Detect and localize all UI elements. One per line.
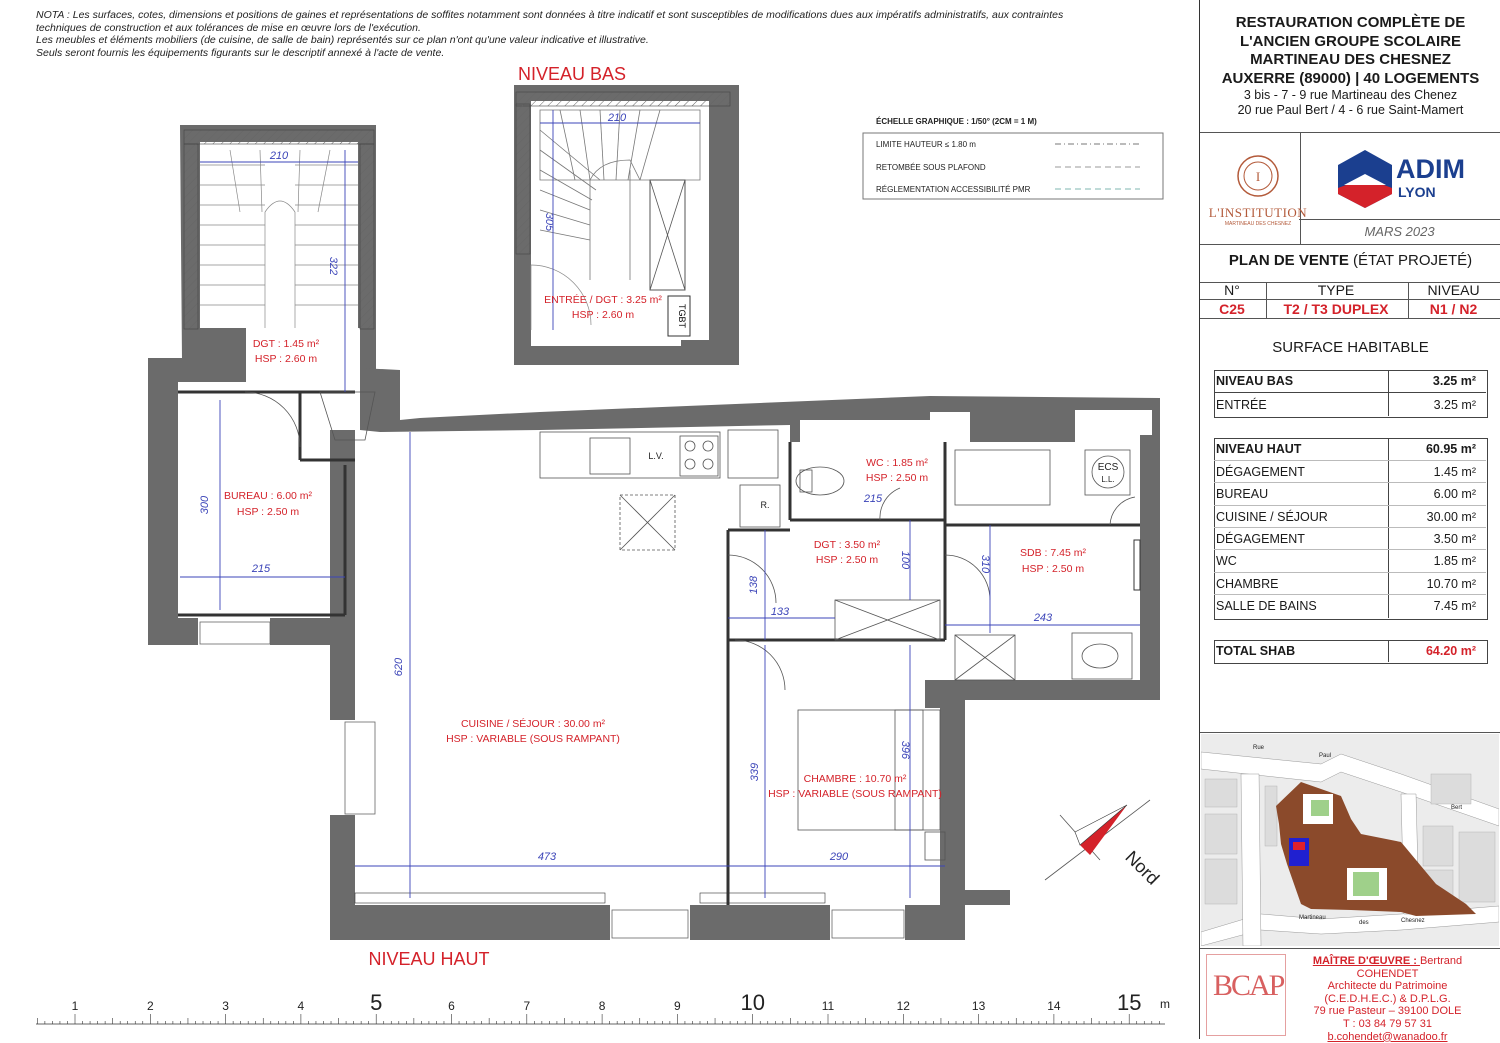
legend-title: ÉCHELLE GRAPHIQUE : 1/50° (2CM = 1 M) <box>876 117 1037 126</box>
legend-box <box>863 117 1163 199</box>
surface-value: 3.25 m² <box>1433 398 1476 412</box>
adim-hexagon-icon <box>1334 148 1396 210</box>
surface-label: NIVEAU BAS <box>1216 374 1294 388</box>
svg-text:I: I <box>1255 169 1261 184</box>
architect-line: Architecte du Patrimoine <box>1327 980 1448 993</box>
institution-logo <box>1203 150 1313 230</box>
surface-value: 10.70 m² <box>1426 577 1476 591</box>
legend-item: RÉGLEMENTATION ACCESSIBILITÉ PMR <box>876 185 1031 194</box>
surface-value: 7.45 m² <box>1433 599 1476 613</box>
scale-tick-label: 4 <box>297 999 305 1013</box>
dim-339: 339 <box>749 762 761 782</box>
surface-haut-row <box>1214 438 1486 460</box>
surface-row <box>1214 573 1486 595</box>
level-bas-title: NIVEAU BAS <box>517 64 627 84</box>
scale-tick-label: 10 <box>740 990 765 1015</box>
surface-label: CHAMBRE <box>1216 577 1279 591</box>
location-map <box>1201 734 1499 946</box>
address-line: 3 bis - 7 - 9 rue Martineau des Chenez <box>1243 88 1458 102</box>
room-bureau-hsp: HSP : 2.50 m <box>236 506 300 518</box>
r-label: R. <box>760 500 770 510</box>
dim-396: 396 <box>899 740 911 760</box>
nota-line: Les meubles et éléments mobiliers (de cuisine, de salle de bain) représentés sur ce plan n'ont qu'une valeur indicative et illustrative. <box>36 34 649 46</box>
scale-bar <box>36 990 1170 1024</box>
map-label: Martineau <box>1299 915 1326 921</box>
surface-value: 3.25 m² <box>1432 374 1476 388</box>
room-sdb-hsp: HSP : 2.50 m <box>1021 563 1085 575</box>
project-title-line: MARTINEAU DES CHESNEZ <box>1250 51 1451 68</box>
room-chambre-hsp: HSP : VARIABLE (SOUS RAMPANT) <box>768 788 942 800</box>
bcap-logo <box>1206 954 1286 1036</box>
surface-label: CUISINE / SÉJOUR <box>1216 510 1328 524</box>
legend-item: RETOMBÉE SOUS PLAFOND <box>876 163 986 172</box>
plan-date: MARS 2023 <box>1364 224 1435 239</box>
room-wc-hsp: HSP : 2.50 m <box>865 472 929 484</box>
map-label: des <box>1359 920 1369 926</box>
room-wc-name: WC : 1.85 m² <box>866 457 928 469</box>
ll-label: L.L. <box>1101 475 1115 484</box>
legend-item: LIMITE HAUTEUR ≤ 1.80 m <box>876 140 976 149</box>
room-cuisine-name: CUISINE / SÉJOUR : 30.00 m² <box>460 718 606 730</box>
scale-tick-label: 9 <box>674 999 681 1013</box>
surface-label: DÉGAGEMENT <box>1216 532 1305 546</box>
project-title <box>1200 14 1500 88</box>
adim-logo-sub: LYON <box>1398 184 1436 200</box>
project-address <box>1200 88 1500 118</box>
room-sdb-name: SDB : 7.45 m² <box>1020 547 1086 559</box>
dim-300: 300 <box>199 495 211 515</box>
scale-tick-label: 1 <box>71 999 79 1013</box>
scale-tick-label: 2 <box>146 999 154 1013</box>
lv-label: L.V. <box>648 451 664 461</box>
dim-310: 310 <box>979 554 991 574</box>
surface-value: 1.45 m² <box>1433 465 1476 479</box>
architect-email[interactable]: b.cohendet@wanadoo.fr <box>1327 1030 1448 1043</box>
scale-tick-label: 12 <box>896 999 910 1013</box>
surface-row <box>1214 595 1486 617</box>
header-numero: N° <box>1224 282 1240 298</box>
scale-tick-label: 14 <box>1047 999 1061 1013</box>
scale-tick-label: 7 <box>523 999 531 1013</box>
surface-row <box>1214 550 1486 572</box>
sale-plan-title-rest: (ÉTAT PROJETÉ) <box>1348 252 1473 269</box>
project-title-line: L'ANCIEN GROUPE SCOLAIRE <box>1239 32 1462 50</box>
surface-total-row <box>1214 640 1486 662</box>
map-label: Rue <box>1253 745 1265 751</box>
institution-logo-sub: MARTINEAU DES CHESNEZ <box>1224 221 1292 227</box>
map-label: Bert <box>1451 805 1463 811</box>
project-title-line: RESTAURATION COMPLÈTE DE <box>1235 14 1466 31</box>
surface-label: DÉGAGEMENT <box>1216 465 1305 479</box>
room-cuisine-hsp: HSP : VARIABLE (SOUS RAMPANT) <box>446 733 620 745</box>
room-bureau-name: BUREAU : 6.00 m² <box>223 490 313 502</box>
nota-line: Seuls seront fournis les équipements figurants sur le descriptif annexé à l'acte de vente. <box>36 46 445 59</box>
tgbt-label: TGBT <box>677 304 687 328</box>
dim-215-wc: 215 <box>863 493 883 505</box>
dim-210: 210 <box>269 150 289 162</box>
dim-100: 100 <box>899 550 911 570</box>
surface-total-label: TOTAL SHAB <box>1216 644 1296 658</box>
compass-icon <box>1045 800 1163 889</box>
surface-value: 3.50 m² <box>1433 532 1476 546</box>
surface-row <box>1214 394 1486 416</box>
adim-logo-text: ADIM <box>1396 154 1465 184</box>
sale-plan-title <box>1200 252 1500 269</box>
surface-bas-row <box>1214 370 1486 392</box>
adim-logo <box>1330 148 1490 214</box>
dim-138: 138 <box>748 575 760 595</box>
architect-role: MAÎTRE D'ŒUVRE : <box>1312 955 1420 967</box>
dim-215: 215 <box>251 563 271 575</box>
value-niveau: N1 / N2 <box>1429 301 1478 317</box>
project-title-line: AUXERRE (89000) | 40 LOGEMENTS <box>1221 69 1480 87</box>
dim-473: 473 <box>537 851 557 863</box>
value-type: T2 / T3 DUPLEX <box>1283 301 1389 317</box>
dim-210-bas: 210 <box>607 112 627 124</box>
surface-value: 6.00 m² <box>1433 487 1476 501</box>
ecs-label: ECS <box>1097 462 1119 473</box>
surface-value: 60.95 m² <box>1425 442 1476 456</box>
architect-block <box>1285 955 1490 1043</box>
dim-322: 322 <box>327 256 339 276</box>
dim-290: 290 <box>829 851 849 863</box>
room-dgt1-hsp: HSP : 2.60 m <box>254 353 318 365</box>
scale-tick-label: 5 <box>370 990 383 1015</box>
compass-label: Nord <box>1121 846 1164 889</box>
dim-620: 620 <box>393 657 405 677</box>
surface-label: WC <box>1216 554 1237 568</box>
surface-label: SALLE DE BAINS <box>1216 599 1317 613</box>
room-dgt1-name: DGT : 1.45 m² <box>252 338 320 350</box>
surface-row <box>1214 461 1486 483</box>
room-chambre-name: CHAMBRE : 10.70 m² <box>803 773 907 785</box>
surface-value: 30.00 m² <box>1426 510 1476 524</box>
surface-label: NIVEAU HAUT <box>1216 442 1302 456</box>
surface-row <box>1214 483 1486 505</box>
scale-tick-label: 13 <box>971 999 986 1013</box>
address-line: 20 rue Paul Bert / 4 - 6 rue Saint-Mamert <box>1237 103 1464 117</box>
value-numero: C25 <box>1219 301 1245 317</box>
institution-logo-text: L'INSTITUTION <box>1208 205 1308 220</box>
surface-value: 1.85 m² <box>1433 554 1476 568</box>
level-haut-title: NIVEAU HAUT <box>368 949 490 969</box>
surface-total-value: 64.20 m² <box>1425 644 1476 658</box>
scale-tick-label: 11 <box>821 999 835 1013</box>
room-entree-hsp: HSP : 2.60 m <box>571 309 635 321</box>
architect-line: (C.E.D.H.E.C.) & D.P.L.G. <box>1324 992 1451 1005</box>
surface-title: SURFACE HABITABLE <box>1272 339 1429 356</box>
scale-tick-label: 15 <box>1116 990 1142 1015</box>
map-label: Paul <box>1319 753 1332 759</box>
surface-row <box>1214 506 1486 528</box>
bcap-logo-text: BCAP <box>1213 969 1284 1002</box>
map-label: Chesnez <box>1401 918 1425 924</box>
scale-tick-label: 6 <box>448 999 455 1013</box>
dim-133: 133 <box>770 606 790 618</box>
nota-line: NOTA : Les surfaces, cotes, dimensions et positions de gaines et représentations de soffites notamment sont données à titre indicatif et sont susceptibles de modifications dues aux impératifs administratifs, aux contraintes <box>36 9 1064 21</box>
dim-243: 243 <box>1033 612 1053 624</box>
surface-row <box>1214 528 1486 550</box>
room-entree-name: ENTRÉE / DGT : 3.25 m² <box>544 294 662 306</box>
surface-label: ENTRÉE <box>1216 398 1267 412</box>
scale-unit: m <box>1160 997 1170 1011</box>
room-dgt2-name: DGT : 3.50 m² <box>813 539 881 551</box>
institution-emblem-icon <box>1203 150 1313 200</box>
nota-line: techniques de construction et aux tolérances de mise en œuvre lors de l'exécution. <box>36 21 421 34</box>
architect-line: 79 rue Pasteur – 39100 DOLE <box>1313 1005 1462 1018</box>
architect-line: T : 03 84 79 57 31 <box>1342 1017 1433 1030</box>
room-dgt2-hsp: HSP : 2.50 m <box>815 554 879 566</box>
sale-plan-title-bold: PLAN DE VENTE <box>1228 252 1349 269</box>
surface-label: BUREAU <box>1216 487 1269 501</box>
scale-tick-label: 8 <box>598 999 606 1013</box>
scale-tick-label: 3 <box>222 999 229 1013</box>
dim-305: 305 <box>543 212 555 232</box>
header-type: TYPE <box>1317 282 1355 298</box>
architect-name: Bertrand COHENDET <box>1356 955 1463 980</box>
header-niveau: NIVEAU <box>1427 282 1480 298</box>
